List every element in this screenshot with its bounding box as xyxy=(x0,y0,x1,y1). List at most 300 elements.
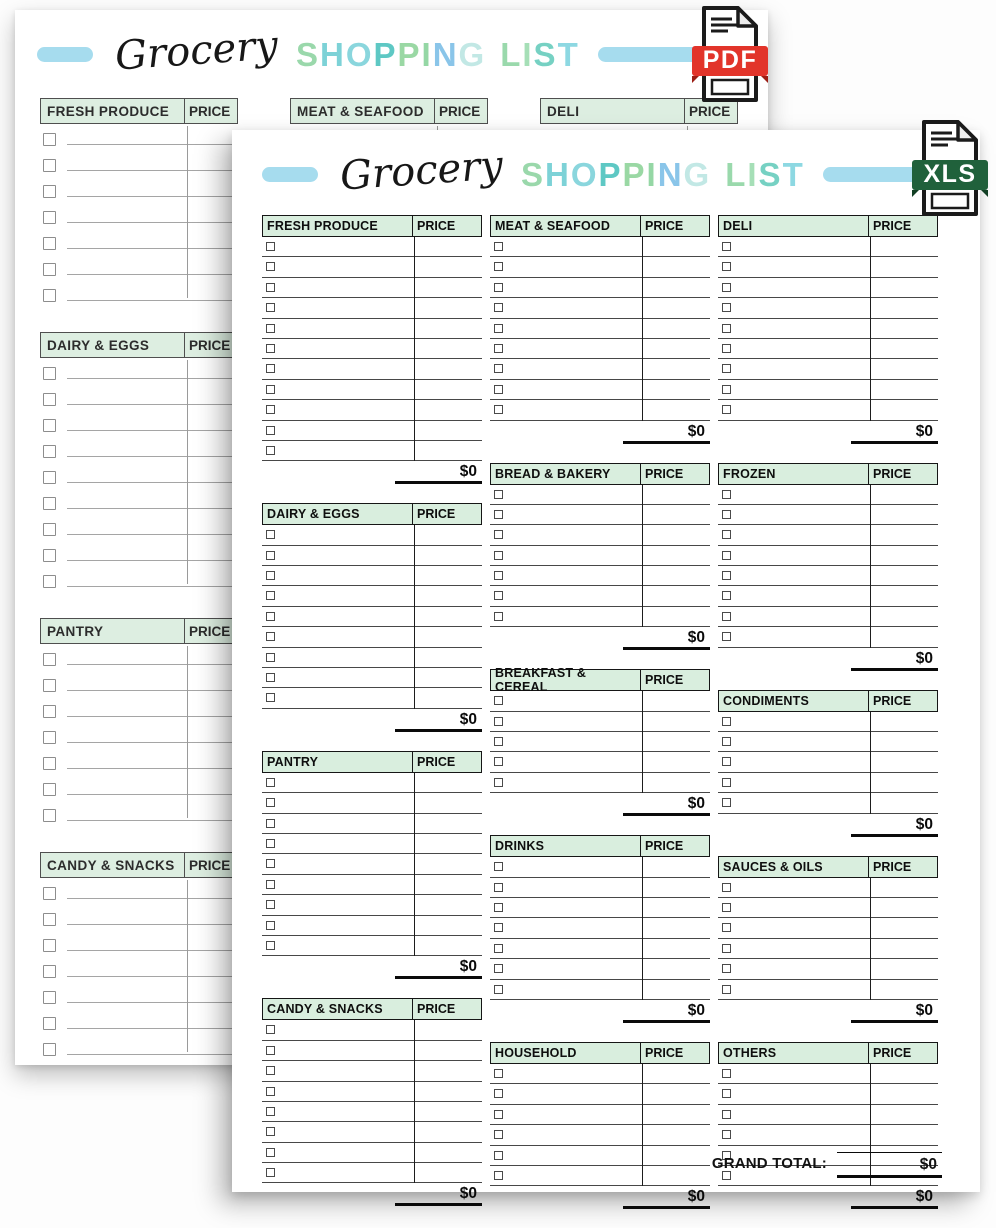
checkbox-row xyxy=(490,773,710,793)
title-letter: I xyxy=(646,155,658,193)
price-label: PRICE xyxy=(868,216,937,236)
item-rows xyxy=(262,1020,482,1183)
subtotal xyxy=(718,421,938,449)
checkbox-row xyxy=(40,774,238,800)
checkbox-row xyxy=(490,278,710,298)
checkbox-row xyxy=(40,176,238,202)
subtotal xyxy=(262,461,482,489)
checkbox-row xyxy=(490,959,710,979)
checkbox-row xyxy=(490,546,710,566)
shopping-list-title xyxy=(520,155,805,193)
checkbox[interactable] xyxy=(266,303,275,312)
category-header xyxy=(490,835,710,857)
checkbox-row xyxy=(262,607,482,627)
title-letter: P xyxy=(622,155,647,193)
subtotal-value: $0 xyxy=(395,462,482,484)
checkbox[interactable] xyxy=(722,1089,731,1098)
checkbox-row xyxy=(262,278,482,298)
item-rows xyxy=(40,358,238,592)
checkbox[interactable] xyxy=(494,405,503,414)
checkbox-row xyxy=(40,982,238,1008)
checkbox-row xyxy=(718,1105,938,1125)
category-header xyxy=(40,332,238,358)
checkbox[interactable] xyxy=(266,530,275,539)
checkbox[interactable] xyxy=(722,262,731,271)
category-table xyxy=(262,751,482,985)
checkbox[interactable] xyxy=(43,991,56,1004)
item-rows xyxy=(490,1064,710,1186)
checkbox-row xyxy=(40,644,238,670)
checkbox-row xyxy=(718,627,938,647)
checkbox[interactable] xyxy=(266,632,275,641)
checkbox[interactable] xyxy=(722,778,731,787)
checkbox[interactable] xyxy=(494,757,503,766)
checkbox-row xyxy=(262,586,482,606)
checkbox[interactable] xyxy=(722,923,731,932)
category-title: FRESH PRODUCE xyxy=(47,103,170,119)
category-table xyxy=(718,463,938,676)
checkbox[interactable] xyxy=(494,1130,503,1139)
checkbox[interactable] xyxy=(266,778,275,787)
subtotal xyxy=(718,1186,938,1214)
checkbox-row xyxy=(262,359,482,379)
title-letter: O xyxy=(570,155,599,193)
checkbox-row xyxy=(490,298,710,318)
checkbox[interactable] xyxy=(43,497,56,510)
checkbox[interactable] xyxy=(266,673,275,682)
script-title: Grocery xyxy=(338,142,505,200)
checkbox[interactable] xyxy=(722,510,731,519)
category-header xyxy=(718,690,938,712)
checkbox-row xyxy=(718,1084,938,1104)
checkbox-row xyxy=(718,793,938,813)
checkbox[interactable] xyxy=(266,693,275,702)
shopping-list-title xyxy=(295,35,580,73)
subtotal xyxy=(490,627,710,655)
checkbox[interactable] xyxy=(43,289,56,302)
xls-file-badge[interactable] xyxy=(908,118,992,218)
checkbox[interactable] xyxy=(266,1066,275,1075)
checkbox-row xyxy=(490,525,710,545)
checkbox-row xyxy=(718,278,938,298)
checkbox[interactable] xyxy=(722,883,731,892)
checkbox-row xyxy=(718,339,938,359)
item-rows xyxy=(718,712,938,814)
category-table xyxy=(490,463,710,656)
checkbox[interactable] xyxy=(494,530,503,539)
price-label: PRICE xyxy=(412,752,481,772)
checkbox[interactable] xyxy=(43,887,56,900)
checkbox[interactable] xyxy=(266,364,275,373)
category-header xyxy=(490,463,710,485)
checkbox-row xyxy=(40,228,238,254)
checkbox[interactable] xyxy=(722,964,731,973)
checkbox-row xyxy=(718,298,938,318)
category-header xyxy=(290,98,488,124)
checkbox[interactable] xyxy=(266,653,275,662)
script-title: Grocery xyxy=(113,22,280,80)
checkbox[interactable] xyxy=(494,717,503,726)
checkbox[interactable] xyxy=(494,778,503,787)
price-label: PRICE xyxy=(434,99,487,123)
checkbox[interactable] xyxy=(43,653,56,666)
checkbox-row xyxy=(262,237,482,257)
checkbox[interactable] xyxy=(494,944,503,953)
title-letter: L xyxy=(500,35,523,73)
checkbox-row xyxy=(262,854,482,874)
checkbox[interactable] xyxy=(494,551,503,560)
checkbox[interactable] xyxy=(43,159,56,172)
subtotal-value: $0 xyxy=(851,1001,938,1023)
checkbox[interactable] xyxy=(43,133,56,146)
subtotal xyxy=(262,956,482,984)
item-rows xyxy=(490,691,710,793)
subtotal-value: $0 xyxy=(395,710,482,732)
checkbox[interactable] xyxy=(722,344,731,353)
checkbox[interactable] xyxy=(494,696,503,705)
checkbox[interactable] xyxy=(494,737,503,746)
checkbox[interactable] xyxy=(494,344,503,353)
checkbox[interactable] xyxy=(494,862,503,871)
category-header xyxy=(40,618,238,644)
checkbox[interactable] xyxy=(266,405,275,414)
checkbox[interactable] xyxy=(266,921,275,930)
price-label: PRICE xyxy=(412,216,481,236)
checkbox-row xyxy=(262,875,482,895)
checkbox[interactable] xyxy=(266,1168,275,1177)
checkbox[interactable] xyxy=(722,985,731,994)
checkbox-row xyxy=(262,1122,482,1142)
back-page-header xyxy=(15,22,768,86)
checkbox-row xyxy=(490,1146,710,1166)
checkbox[interactable] xyxy=(494,242,503,251)
checkbox-row xyxy=(40,1008,238,1034)
checkbox-row xyxy=(718,898,938,918)
checkbox-row xyxy=(40,722,238,748)
checkbox[interactable] xyxy=(722,385,731,394)
checkbox[interactable] xyxy=(494,1089,503,1098)
price-label: PRICE xyxy=(184,99,237,123)
category-title: DRINKS xyxy=(495,839,545,854)
checkbox[interactable] xyxy=(266,591,275,600)
checkbox[interactable] xyxy=(266,262,275,271)
checkbox[interactable] xyxy=(494,1069,503,1078)
checkbox[interactable] xyxy=(266,551,275,560)
subtotal-value: $0 xyxy=(623,1187,710,1209)
title-letter: T xyxy=(557,35,580,73)
title-pill-left xyxy=(262,167,318,182)
checkbox[interactable] xyxy=(43,393,56,406)
checkbox-row xyxy=(490,898,710,918)
checkbox[interactable] xyxy=(266,1107,275,1116)
checkbox-row xyxy=(718,1064,938,1084)
checkbox-row xyxy=(490,400,710,420)
checkbox[interactable] xyxy=(722,612,731,621)
checkbox[interactable] xyxy=(43,913,56,926)
checkbox-row xyxy=(490,1166,710,1186)
table-column xyxy=(718,215,938,1228)
checkbox-row xyxy=(40,462,238,488)
category-table xyxy=(262,998,482,1211)
checkbox[interactable] xyxy=(494,571,503,580)
checkbox[interactable] xyxy=(43,1017,56,1030)
checkbox[interactable] xyxy=(494,303,503,312)
checkbox-row xyxy=(262,688,482,708)
svg-text:PDF: PDF xyxy=(702,46,758,74)
category-title: FRESH PRODUCE xyxy=(267,219,378,233)
checkbox-row xyxy=(490,380,710,400)
price-label: PRICE xyxy=(868,857,937,877)
category-header xyxy=(718,1042,938,1064)
checkbox-row xyxy=(40,748,238,774)
checkbox-row xyxy=(40,930,238,956)
title-letter: P xyxy=(598,155,623,193)
checkbox[interactable] xyxy=(494,1151,503,1160)
checkbox[interactable] xyxy=(722,798,731,807)
checkbox[interactable] xyxy=(43,185,56,198)
checkbox[interactable] xyxy=(266,1046,275,1055)
checkbox[interactable] xyxy=(722,1130,731,1139)
checkbox[interactable] xyxy=(266,426,275,435)
checkbox[interactable] xyxy=(722,490,731,499)
checkbox[interactable] xyxy=(494,985,503,994)
checkbox[interactable] xyxy=(43,419,56,432)
checkbox[interactable] xyxy=(266,612,275,621)
price-label: PRICE xyxy=(184,619,237,643)
checkbox[interactable] xyxy=(722,364,731,373)
checkbox-row xyxy=(718,257,938,277)
title-letter: N xyxy=(432,35,459,73)
checkbox[interactable] xyxy=(43,809,56,822)
checkbox[interactable] xyxy=(266,1127,275,1136)
checkbox-row xyxy=(490,691,710,711)
checkbox-row xyxy=(490,732,710,752)
checkbox[interactable] xyxy=(43,471,56,484)
category-table xyxy=(40,332,238,592)
checkbox[interactable] xyxy=(266,839,275,848)
checkbox[interactable] xyxy=(494,283,503,292)
checkbox[interactable] xyxy=(266,941,275,950)
title-letter: I xyxy=(747,155,759,193)
checkbox[interactable] xyxy=(43,1043,56,1056)
checkbox[interactable] xyxy=(494,612,503,621)
subtotal-value: $0 xyxy=(851,815,938,837)
subtotal-value: $0 xyxy=(623,422,710,444)
checkbox[interactable] xyxy=(266,1087,275,1096)
item-rows xyxy=(40,124,238,306)
checkbox[interactable] xyxy=(43,237,56,250)
checkbox[interactable] xyxy=(43,939,56,952)
xls-file-icon xyxy=(908,118,992,218)
checkbox[interactable] xyxy=(43,731,56,744)
checkbox[interactable] xyxy=(266,446,275,455)
checkbox[interactable] xyxy=(266,859,275,868)
checkbox-row xyxy=(718,939,938,959)
pdf-file-icon xyxy=(688,4,772,104)
checkbox-row xyxy=(40,488,238,514)
title-letter: S xyxy=(295,35,320,73)
checkbox[interactable] xyxy=(43,679,56,692)
category-title: FROZEN xyxy=(723,466,776,481)
checkbox[interactable] xyxy=(43,523,56,536)
checkbox-row xyxy=(262,525,482,545)
checkbox-row xyxy=(718,732,938,752)
category-table xyxy=(262,215,482,489)
checkbox[interactable] xyxy=(43,445,56,458)
category-table xyxy=(718,856,938,1028)
category-table xyxy=(490,666,710,821)
subtotal-value: $0 xyxy=(623,1001,710,1023)
checkbox[interactable] xyxy=(43,549,56,562)
checkbox-row xyxy=(490,1105,710,1125)
subtotal xyxy=(490,1000,710,1028)
checkbox-row xyxy=(40,800,238,826)
category-table xyxy=(40,98,238,306)
title-letter: P xyxy=(373,35,398,73)
checkbox[interactable] xyxy=(722,737,731,746)
checkbox-row xyxy=(718,237,938,257)
checkbox-row xyxy=(718,525,938,545)
grand-total-value: $0 xyxy=(837,1152,942,1178)
checkbox[interactable] xyxy=(266,880,275,889)
checkbox[interactable] xyxy=(722,1069,731,1078)
checkbox-row xyxy=(490,857,710,877)
checkbox[interactable] xyxy=(266,1148,275,1157)
checkbox[interactable] xyxy=(266,344,275,353)
checkbox-row xyxy=(40,254,238,280)
category-header xyxy=(262,215,482,237)
category-title: MEAT & SEAFOOD xyxy=(495,219,611,233)
checkbox[interactable] xyxy=(722,903,731,912)
checkbox[interactable] xyxy=(494,262,503,271)
checkbox-row xyxy=(490,939,710,959)
price-label: PRICE xyxy=(640,216,709,236)
item-rows xyxy=(718,878,938,1000)
checkbox[interactable] xyxy=(43,263,56,276)
checkbox-row xyxy=(718,752,938,772)
checkbox[interactable] xyxy=(266,819,275,828)
checkbox[interactable] xyxy=(722,405,731,414)
category-header xyxy=(718,215,938,237)
checkbox[interactable] xyxy=(494,964,503,973)
checkbox-row xyxy=(262,814,482,834)
category-title: DELI xyxy=(723,219,753,233)
checkbox[interactable] xyxy=(266,385,275,394)
grand-total xyxy=(712,1152,942,1178)
subtotal-value: $0 xyxy=(851,1187,938,1209)
category-title: DAIRY & EGGS xyxy=(267,507,360,522)
checkbox[interactable] xyxy=(722,242,731,251)
checkbox-row xyxy=(718,980,938,1000)
checkbox[interactable] xyxy=(43,367,56,380)
checkbox-row xyxy=(40,956,238,982)
checkbox-row xyxy=(40,1034,238,1060)
checkbox[interactable] xyxy=(494,903,503,912)
checkbox-row xyxy=(490,1084,710,1104)
price-label: PRICE xyxy=(640,464,709,484)
checkbox-row xyxy=(262,339,482,359)
subtotal xyxy=(718,814,938,842)
checkbox[interactable] xyxy=(494,490,503,499)
checkbox-row xyxy=(490,505,710,525)
checkbox[interactable] xyxy=(722,283,731,292)
checkbox[interactable] xyxy=(266,571,275,580)
checkbox-row xyxy=(262,648,482,668)
checkbox[interactable] xyxy=(43,783,56,796)
checkbox[interactable] xyxy=(722,717,731,726)
checkbox[interactable] xyxy=(494,883,503,892)
price-label: PRICE xyxy=(184,853,237,877)
checkbox[interactable] xyxy=(722,571,731,580)
checkbox[interactable] xyxy=(494,510,503,519)
title-letter: T xyxy=(782,155,805,193)
item-rows xyxy=(262,525,482,709)
front-page-header xyxy=(232,142,980,206)
checkbox-row xyxy=(490,319,710,339)
checkbox[interactable] xyxy=(266,1025,275,1034)
checkbox[interactable] xyxy=(722,944,731,953)
checkbox-row xyxy=(718,607,938,627)
checkbox[interactable] xyxy=(266,324,275,333)
checkbox-row xyxy=(40,358,238,384)
price-label: PRICE xyxy=(868,464,937,484)
checkbox[interactable] xyxy=(494,1171,503,1180)
checkbox[interactable] xyxy=(266,283,275,292)
checkbox[interactable] xyxy=(494,1110,503,1119)
title-pill-left xyxy=(37,47,93,62)
checkbox-row xyxy=(262,936,482,956)
checkbox[interactable] xyxy=(43,211,56,224)
item-rows xyxy=(490,485,710,628)
checkbox[interactable] xyxy=(722,530,731,539)
checkbox[interactable] xyxy=(43,575,56,588)
checkbox[interactable] xyxy=(494,923,503,932)
checkbox-row xyxy=(718,359,938,379)
checkbox[interactable] xyxy=(722,632,731,641)
checkbox[interactable] xyxy=(266,900,275,909)
table-column xyxy=(40,98,238,1086)
checkbox[interactable] xyxy=(722,303,731,312)
checkbox-row xyxy=(40,566,238,592)
checkbox[interactable] xyxy=(494,364,503,373)
category-title: OTHERS xyxy=(723,1045,777,1060)
checkbox[interactable] xyxy=(43,965,56,978)
checkbox[interactable] xyxy=(43,705,56,718)
pdf-file-badge[interactable] xyxy=(688,4,772,104)
checkbox[interactable] xyxy=(266,242,275,251)
checkbox[interactable] xyxy=(494,385,503,394)
category-header xyxy=(718,463,938,485)
subtotal xyxy=(718,648,938,676)
checkbox[interactable] xyxy=(722,551,731,560)
checkbox[interactable] xyxy=(43,757,56,770)
category-table xyxy=(718,690,938,842)
checkbox[interactable] xyxy=(494,591,503,600)
checkbox[interactable] xyxy=(722,757,731,766)
checkbox[interactable] xyxy=(266,798,275,807)
checkbox-row xyxy=(490,918,710,938)
category-title: SAUCES & OILS xyxy=(723,859,823,874)
category-header xyxy=(490,215,710,237)
checkbox[interactable] xyxy=(494,324,503,333)
checkbox-row xyxy=(718,586,938,606)
checkbox[interactable] xyxy=(722,591,731,600)
checkbox[interactable] xyxy=(722,1110,731,1119)
checkbox-row xyxy=(718,505,938,525)
category-title: CONDIMENTS xyxy=(723,693,810,708)
checkbox[interactable] xyxy=(722,324,731,333)
checkbox-row xyxy=(490,752,710,772)
